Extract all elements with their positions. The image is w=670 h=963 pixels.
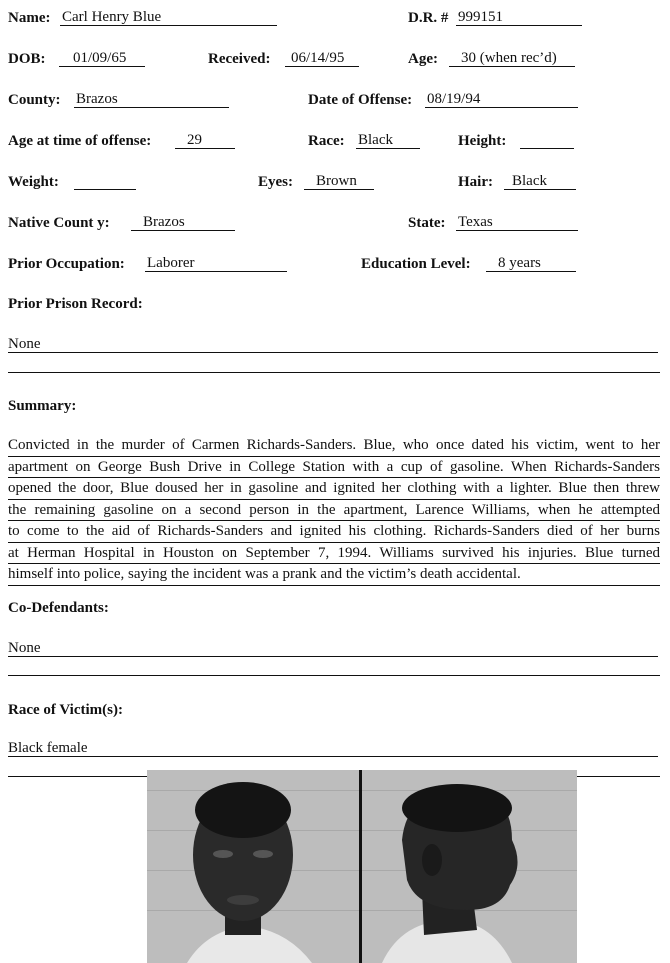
race-label: Race: [308,133,345,149]
age-offense-value: 29 [175,133,235,149]
summary-line: apartment on George Bush Drive in College Station with a cup of gasoline. When Richards-Sanders [8,457,660,479]
summary-text [8,435,660,586]
prior-record-label: Prior Prison Record: [8,296,143,312]
height-label: Height: [458,133,507,149]
education-label: Education Level: [361,256,471,272]
summary-line: opened the door, Blue doused her in gasoline and ignited her clothing with a lighter. Blue then threw [8,478,660,500]
race-value: Black [356,133,420,149]
age-offense-label: Age at time of offense: [8,133,152,149]
age-value: 30 (when rec’d) [449,51,575,67]
codefendants-label: Co-Defendants: [8,600,109,616]
dob-value: 01/09/65 [59,51,145,67]
received-label: Received: [208,51,271,67]
occupation-label: Prior Occupation: [8,256,125,272]
dr-value: 999151 [456,10,582,26]
hair-value: Black [504,174,576,190]
received-value: 06/14/95 [285,51,359,67]
race-victim-label: Race of Victim(s): [8,702,123,718]
state-value: Texas [456,215,578,231]
mugshot-photo [147,770,577,963]
summary-line: himself into police, saying the incident was a prank and the victim’s death accidental. [8,564,660,586]
prior-record-rule [8,372,660,373]
codefendants-rule [8,675,660,676]
hair-label: Hair: [458,174,493,190]
summary-line: to come to the aid of Richards-Sanders and ignited his clothing. Richards-Sanders died of her burns [8,521,660,543]
codefendants-value: None [8,641,658,657]
dob-label: DOB: [8,51,46,67]
dr-label: D.R. # [408,10,449,26]
summary-label: Summary: [8,398,77,414]
race-victim-value: Black female [8,741,658,757]
county-label: County: [8,92,61,108]
summary-line: at Herman Hospital in Houston on September 7, 1994. Williams survived his injuries. Blue turned [8,543,660,565]
county-value: Brazos [74,92,229,108]
occupation-value: Laborer [145,256,287,272]
eyes-label: Eyes: [258,174,293,190]
education-value: 8 years [486,256,576,272]
summary-line: the remaining gasoline on a second person in the apartment, Larence Williams, when he attempted [8,500,660,522]
eyes-value: Brown [304,174,374,190]
date-offense-label: Date of Offense: [308,92,413,108]
state-label: State: [408,215,446,231]
weight-label: Weight: [8,174,59,190]
height-value [520,133,574,149]
front-view-photo [147,770,360,963]
profile-portrait-icon [362,770,577,963]
native-county-value: Brazos [131,215,235,231]
weight-value [74,174,136,190]
summary-line: Convicted in the murder of Carmen Richards-Sanders. Blue, who once dated his victim, went to her [8,435,660,457]
native-county-label: Native Count y: [8,215,110,231]
date-offense-value: 08/19/94 [425,92,578,108]
age-label: Age: [408,51,438,67]
profile-view-photo [362,770,575,963]
prior-record-value: None [8,337,658,353]
front-portrait-icon [147,770,360,963]
name-label: Name: [8,10,51,26]
name-value: Carl Henry Blue [60,10,277,26]
